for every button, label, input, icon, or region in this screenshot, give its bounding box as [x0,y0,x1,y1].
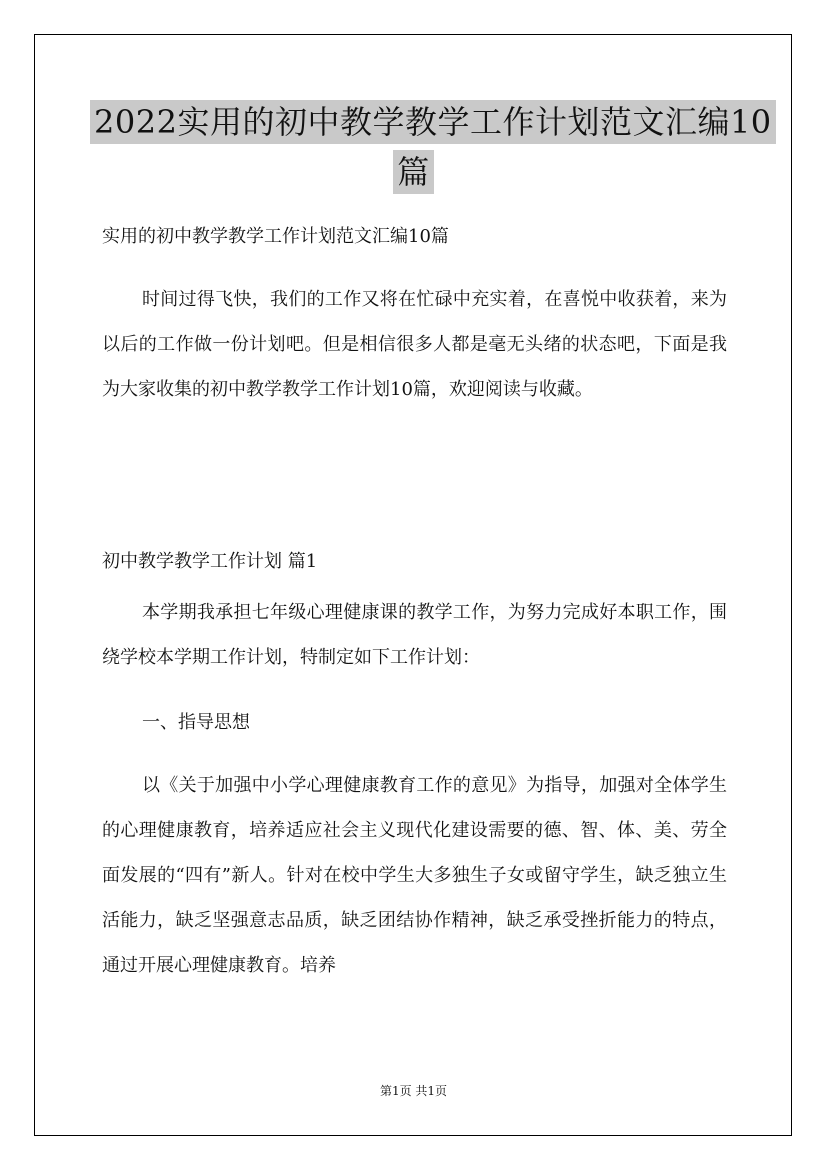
title-line-1: 2022实用的初中教学教学工作计划范文汇编10 [90,100,776,144]
page-footer: 第1页 共1页 [379,1084,448,1098]
guiding-heading: 一、指导思想 [142,712,250,733]
section-heading: 初中教学教学工作计划 篇1 [102,551,318,572]
document-subtitle: 实用的初中教学教学工作计划范文汇编10篇 [102,226,449,247]
section-intro-paragraph: 本学期我承担七年级心理健康课的教学工作，为努力完成好本职工作，围绕学校本学期工作计划，特制定如下工作计划： [102,602,727,668]
document-title [90,100,772,194]
intro-paragraph: 时间过得飞快，我们的工作又将在忙碌中充实着，在喜悦中收获着，来为以后的工作做一份计划吧。但是相信很多人都是毫无头绪的状态吧，下面是我为大家收集的初中教学教学工作计划10篇，欢迎阅读与收藏。 [102,289,727,400]
title-line-2: 篇 [393,150,434,194]
guiding-paragraph: 以《关于加强中小学心理健康教育工作的意见》为指导，加强对全体学生的心理健康教育，培养适应社会主义现代化建设需要的德、智、体、美、劳全面发展的“四有”新人。针对在校中学生大多独生子女或留守学生，缺乏独立生活能力，缺乏坚强意志品质，缺乏团结协作精神，缺乏承受挫折能力的特点，通过开展心理健康教育。培养 [102,775,727,976]
